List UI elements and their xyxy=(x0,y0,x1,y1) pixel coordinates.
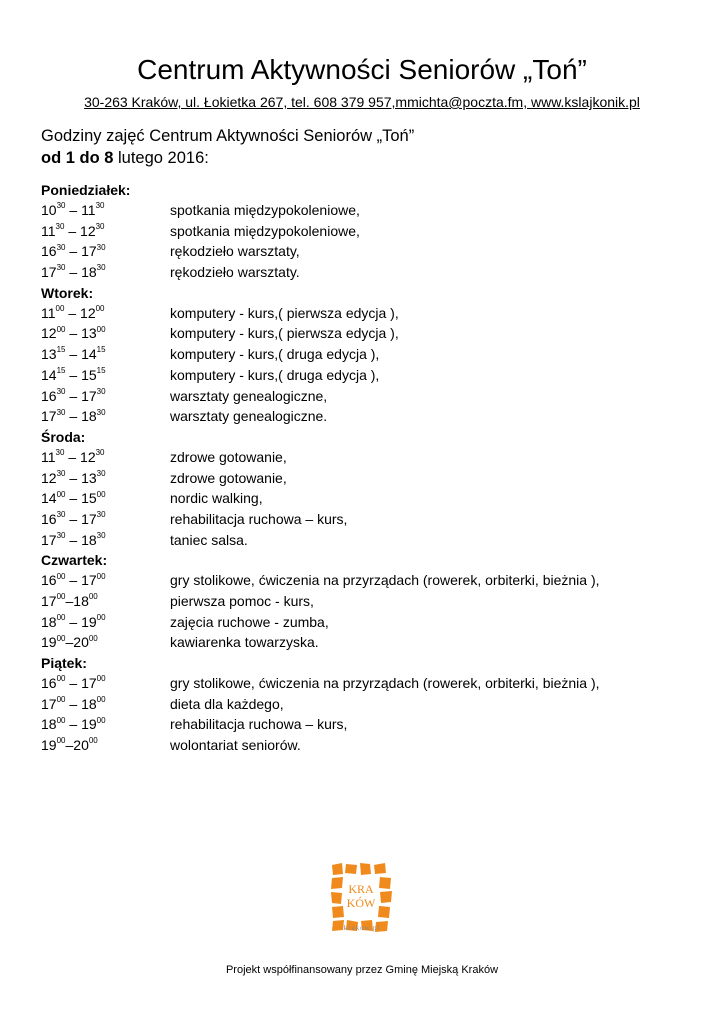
start-minutes: 30 xyxy=(56,201,66,211)
intro-heading: Godziny zajęć Centrum Aktywności Seniorów „Toń” xyxy=(41,127,415,145)
schedule-row xyxy=(41,468,701,489)
schedule-row xyxy=(41,735,701,756)
end-hour: 18 xyxy=(73,593,89,609)
time-range xyxy=(41,694,170,715)
end-hour: 12 xyxy=(80,304,96,321)
start-hour: 10 xyxy=(41,202,57,218)
end-minutes: 00 xyxy=(96,613,106,623)
end-hour: 19 xyxy=(81,613,97,630)
time-separator: – xyxy=(65,695,82,712)
end-hour: 15 xyxy=(81,490,97,507)
weekly-schedule xyxy=(41,180,701,756)
activity: warsztaty genealogiczne. xyxy=(170,408,328,425)
schedule-row xyxy=(41,570,701,591)
activity: komputery - kurs,( druga edycja ), xyxy=(170,346,380,363)
start-hour: 12 xyxy=(41,469,57,486)
end-hour: 17 xyxy=(81,387,97,404)
end-minutes: 00 xyxy=(95,304,105,314)
time-range xyxy=(41,530,170,551)
intro-dates xyxy=(41,147,414,169)
day-heading: Środa: xyxy=(41,428,86,445)
end-minutes: 15 xyxy=(96,345,106,355)
end-minutes: 00 xyxy=(88,592,98,602)
start-hour: 17 xyxy=(41,695,57,712)
time-separator: – xyxy=(65,593,74,609)
time-separator: – xyxy=(65,387,82,404)
end-minutes: 00 xyxy=(96,571,106,581)
activity: gry stolikowe, ćwiczenia na przyrządach (rowerek, orbiterki, bieżnia ), xyxy=(170,675,600,692)
activity: spotkania międzypokoleniowe, xyxy=(170,202,360,218)
schedule-row xyxy=(41,591,701,612)
activity: komputery - kurs,( pierwsza edycja ), xyxy=(170,325,399,342)
schedule-row xyxy=(41,241,701,262)
schedule-row xyxy=(41,612,701,633)
end-hour: 17 xyxy=(81,243,97,260)
start-minutes: 30 xyxy=(55,448,65,458)
time-separator: – xyxy=(65,408,82,425)
end-hour: 17 xyxy=(81,675,97,692)
end-minutes: 00 xyxy=(88,736,98,746)
end-hour: 15 xyxy=(81,366,97,383)
schedule-row xyxy=(41,323,701,344)
time-range xyxy=(41,386,170,407)
schedule-row xyxy=(41,447,701,468)
end-hour: 12 xyxy=(80,222,96,239)
document-title: Centrum Aktywności Seniorów „Toń” xyxy=(137,54,587,85)
start-minutes: 00 xyxy=(56,736,66,746)
time-separator: – xyxy=(65,243,82,260)
schedule-row xyxy=(41,530,701,551)
end-minutes: 30 xyxy=(96,386,106,396)
activity: spotkania międzypokoleniowe, xyxy=(170,222,360,239)
start-minutes: 30 xyxy=(56,263,66,273)
intro-date-rest: lutego 2016: xyxy=(113,149,209,167)
time-separator: – xyxy=(65,346,82,363)
activity: nordic walking, xyxy=(170,490,263,507)
start-hour: 19 xyxy=(41,634,57,651)
time-separator: – xyxy=(65,510,82,527)
end-minutes: 30 xyxy=(96,530,106,540)
time-range xyxy=(41,365,170,386)
start-minutes: 30 xyxy=(56,407,66,417)
end-minutes: 30 xyxy=(96,468,106,478)
start-minutes: 30 xyxy=(56,242,66,252)
time-separator: – xyxy=(65,716,82,733)
end-hour: 17 xyxy=(81,510,97,527)
time-separator: – xyxy=(65,325,82,342)
logo-text-line2: KÓW xyxy=(346,896,376,910)
start-minutes: 15 xyxy=(56,345,66,355)
time-separator: – xyxy=(64,448,81,465)
schedule-row xyxy=(41,694,701,715)
time-range xyxy=(41,262,170,283)
end-minutes: 30 xyxy=(96,510,106,520)
end-hour: 20 xyxy=(73,634,89,651)
start-hour: 14 xyxy=(41,366,57,383)
activity: wolontariat seniorów. xyxy=(170,737,301,754)
end-hour: 19 xyxy=(81,716,97,733)
start-minutes: 00 xyxy=(55,304,65,314)
end-minutes: 30 xyxy=(96,263,106,273)
schedule-row xyxy=(41,406,701,427)
time-range xyxy=(41,241,170,262)
activity: rękodzieło warsztaty. xyxy=(170,264,300,281)
start-minutes: 30 xyxy=(56,468,66,478)
start-minutes: 00 xyxy=(56,715,66,725)
end-hour: 18 xyxy=(81,695,97,712)
start-minutes: 30 xyxy=(56,386,66,396)
end-hour: 13 xyxy=(81,325,97,342)
start-hour: 18 xyxy=(41,716,57,733)
time-separator: – xyxy=(64,222,81,239)
start-hour: 16 xyxy=(41,243,57,260)
start-hour: 12 xyxy=(41,325,57,342)
activity: zdrowe gotowanie, xyxy=(170,469,287,486)
schedule-row xyxy=(41,262,701,283)
start-minutes: 30 xyxy=(55,222,65,232)
end-hour: 17 xyxy=(81,572,97,589)
start-hour: 17 xyxy=(41,593,57,609)
schedule-row xyxy=(41,365,701,386)
time-range xyxy=(41,570,170,591)
activity: komputery - kurs,( pierwsza edycja ), xyxy=(170,304,399,321)
end-minutes: 00 xyxy=(96,695,106,705)
end-hour: 13 xyxy=(81,469,97,486)
time-separator: – xyxy=(65,572,82,589)
start-minutes: 00 xyxy=(56,489,66,499)
day-heading: Wtorek: xyxy=(41,284,94,301)
start-hour: 16 xyxy=(41,387,57,404)
schedule-row xyxy=(41,673,701,694)
time-range xyxy=(41,447,170,468)
logo-url: krakow.pl xyxy=(343,924,381,932)
time-range xyxy=(41,488,170,509)
start-hour: 17 xyxy=(41,531,57,548)
end-hour: 18 xyxy=(81,531,97,548)
start-hour: 13 xyxy=(41,346,57,363)
end-minutes: 00 xyxy=(88,633,98,643)
day-heading: Piątek: xyxy=(41,655,87,672)
time-separator: – xyxy=(65,675,82,692)
time-range xyxy=(41,612,170,633)
end-minutes: 00 xyxy=(96,674,106,684)
footer-note: Projekt współfinansowany przez Gminę Miejską Kraków xyxy=(225,964,499,976)
start-minutes: 15 xyxy=(56,366,66,376)
start-hour: 16 xyxy=(41,675,57,692)
time-separator: – xyxy=(65,531,82,548)
time-separator: – xyxy=(64,304,81,321)
start-minutes: 00 xyxy=(56,695,66,705)
start-hour: 14 xyxy=(41,490,57,507)
time-separator: – xyxy=(65,737,74,754)
start-minutes: 30 xyxy=(56,510,66,520)
start-hour: 11 xyxy=(41,222,56,239)
start-hour: 17 xyxy=(41,264,57,281)
end-minutes: 30 xyxy=(95,222,105,232)
time-range xyxy=(41,632,170,653)
end-minutes: 00 xyxy=(96,715,106,725)
time-separator: – xyxy=(65,469,82,486)
time-separator: – xyxy=(65,264,82,281)
end-minutes: 15 xyxy=(96,366,106,376)
end-minutes: 30 xyxy=(96,407,106,417)
end-hour: 12 xyxy=(80,448,96,465)
end-hour: 20 xyxy=(73,737,89,754)
activity: kawiarenka towarzyska. xyxy=(170,634,319,651)
schedule-row xyxy=(41,221,701,242)
activity: pierwsza pomoc - kurs, xyxy=(170,593,314,609)
activity: warsztaty genealogiczne, xyxy=(170,387,328,404)
start-hour: 11 xyxy=(41,304,56,321)
time-range xyxy=(41,591,170,612)
time-range xyxy=(41,735,170,756)
end-minutes: 30 xyxy=(96,242,106,252)
time-range xyxy=(41,323,170,344)
schedule-row xyxy=(41,509,701,530)
schedule-row xyxy=(41,632,701,653)
start-minutes: 00 xyxy=(56,592,66,602)
start-hour: 16 xyxy=(41,572,57,589)
schedule-row xyxy=(41,386,701,407)
start-hour: 18 xyxy=(41,613,57,630)
day-heading: Czwartek: xyxy=(41,552,108,569)
time-range xyxy=(41,468,170,489)
time-range xyxy=(41,406,170,427)
time-range xyxy=(41,714,170,735)
intro-date-range: od 1 do 8 xyxy=(41,149,114,167)
start-minutes: 00 xyxy=(56,324,66,334)
start-minutes: 00 xyxy=(56,571,66,581)
activity: zajęcia ruchowe - zumba, xyxy=(170,613,329,630)
intro xyxy=(41,125,414,169)
time-separator: – xyxy=(65,366,82,383)
contact-address: 30-263 Kraków, ul. Łokietka 267, tel. 608 379 957,mmichta@poczta.fm, www.kslajkonik.pl xyxy=(84,94,640,110)
activity: rękodzieło warsztaty, xyxy=(170,243,300,260)
schedule-row xyxy=(41,303,701,324)
activity: rehabilitacja ruchowa – kurs, xyxy=(170,716,348,733)
start-hour: 11 xyxy=(41,448,56,465)
schedule-row xyxy=(41,200,701,221)
end-hour: 14 xyxy=(81,346,97,363)
activity: komputery - kurs,( druga edycja ), xyxy=(170,366,380,383)
logo-text-line1: KRA xyxy=(348,882,374,896)
end-hour: 11 xyxy=(81,202,96,218)
activity: dieta dla każdego, xyxy=(170,695,284,712)
time-range xyxy=(41,303,170,324)
schedule-row xyxy=(41,714,701,735)
start-hour: 17 xyxy=(41,408,57,425)
time-range xyxy=(41,221,170,242)
start-hour: 16 xyxy=(41,510,57,527)
end-hour: 18 xyxy=(81,408,97,425)
time-separator: – xyxy=(65,613,82,630)
time-range xyxy=(41,673,170,694)
activity: taniec salsa. xyxy=(170,531,248,548)
time-range xyxy=(41,509,170,530)
day-heading: Poniedziałek: xyxy=(41,182,131,198)
end-hour: 18 xyxy=(81,264,97,281)
activity: rehabilitacja ruchowa – kurs, xyxy=(170,510,348,527)
schedule-row xyxy=(41,344,701,365)
start-minutes: 00 xyxy=(56,674,66,684)
end-minutes: 30 xyxy=(95,201,105,211)
end-minutes: 00 xyxy=(96,324,106,334)
start-minutes: 00 xyxy=(56,633,66,643)
start-hour: 19 xyxy=(41,737,57,754)
time-separator: – xyxy=(65,202,82,218)
start-minutes: 00 xyxy=(56,613,66,623)
start-minutes: 30 xyxy=(56,530,66,540)
end-minutes: 00 xyxy=(96,489,106,499)
activity: gry stolikowe, ćwiczenia na przyrządach (rowerek, orbiterki, bieżnia ), xyxy=(170,572,600,589)
end-minutes: 30 xyxy=(95,448,105,458)
time-range xyxy=(41,344,170,365)
schedule-row xyxy=(41,488,701,509)
time-range xyxy=(41,200,170,221)
activity: zdrowe gotowanie, xyxy=(170,448,287,465)
time-separator: – xyxy=(65,634,74,651)
time-separator: – xyxy=(65,490,82,507)
